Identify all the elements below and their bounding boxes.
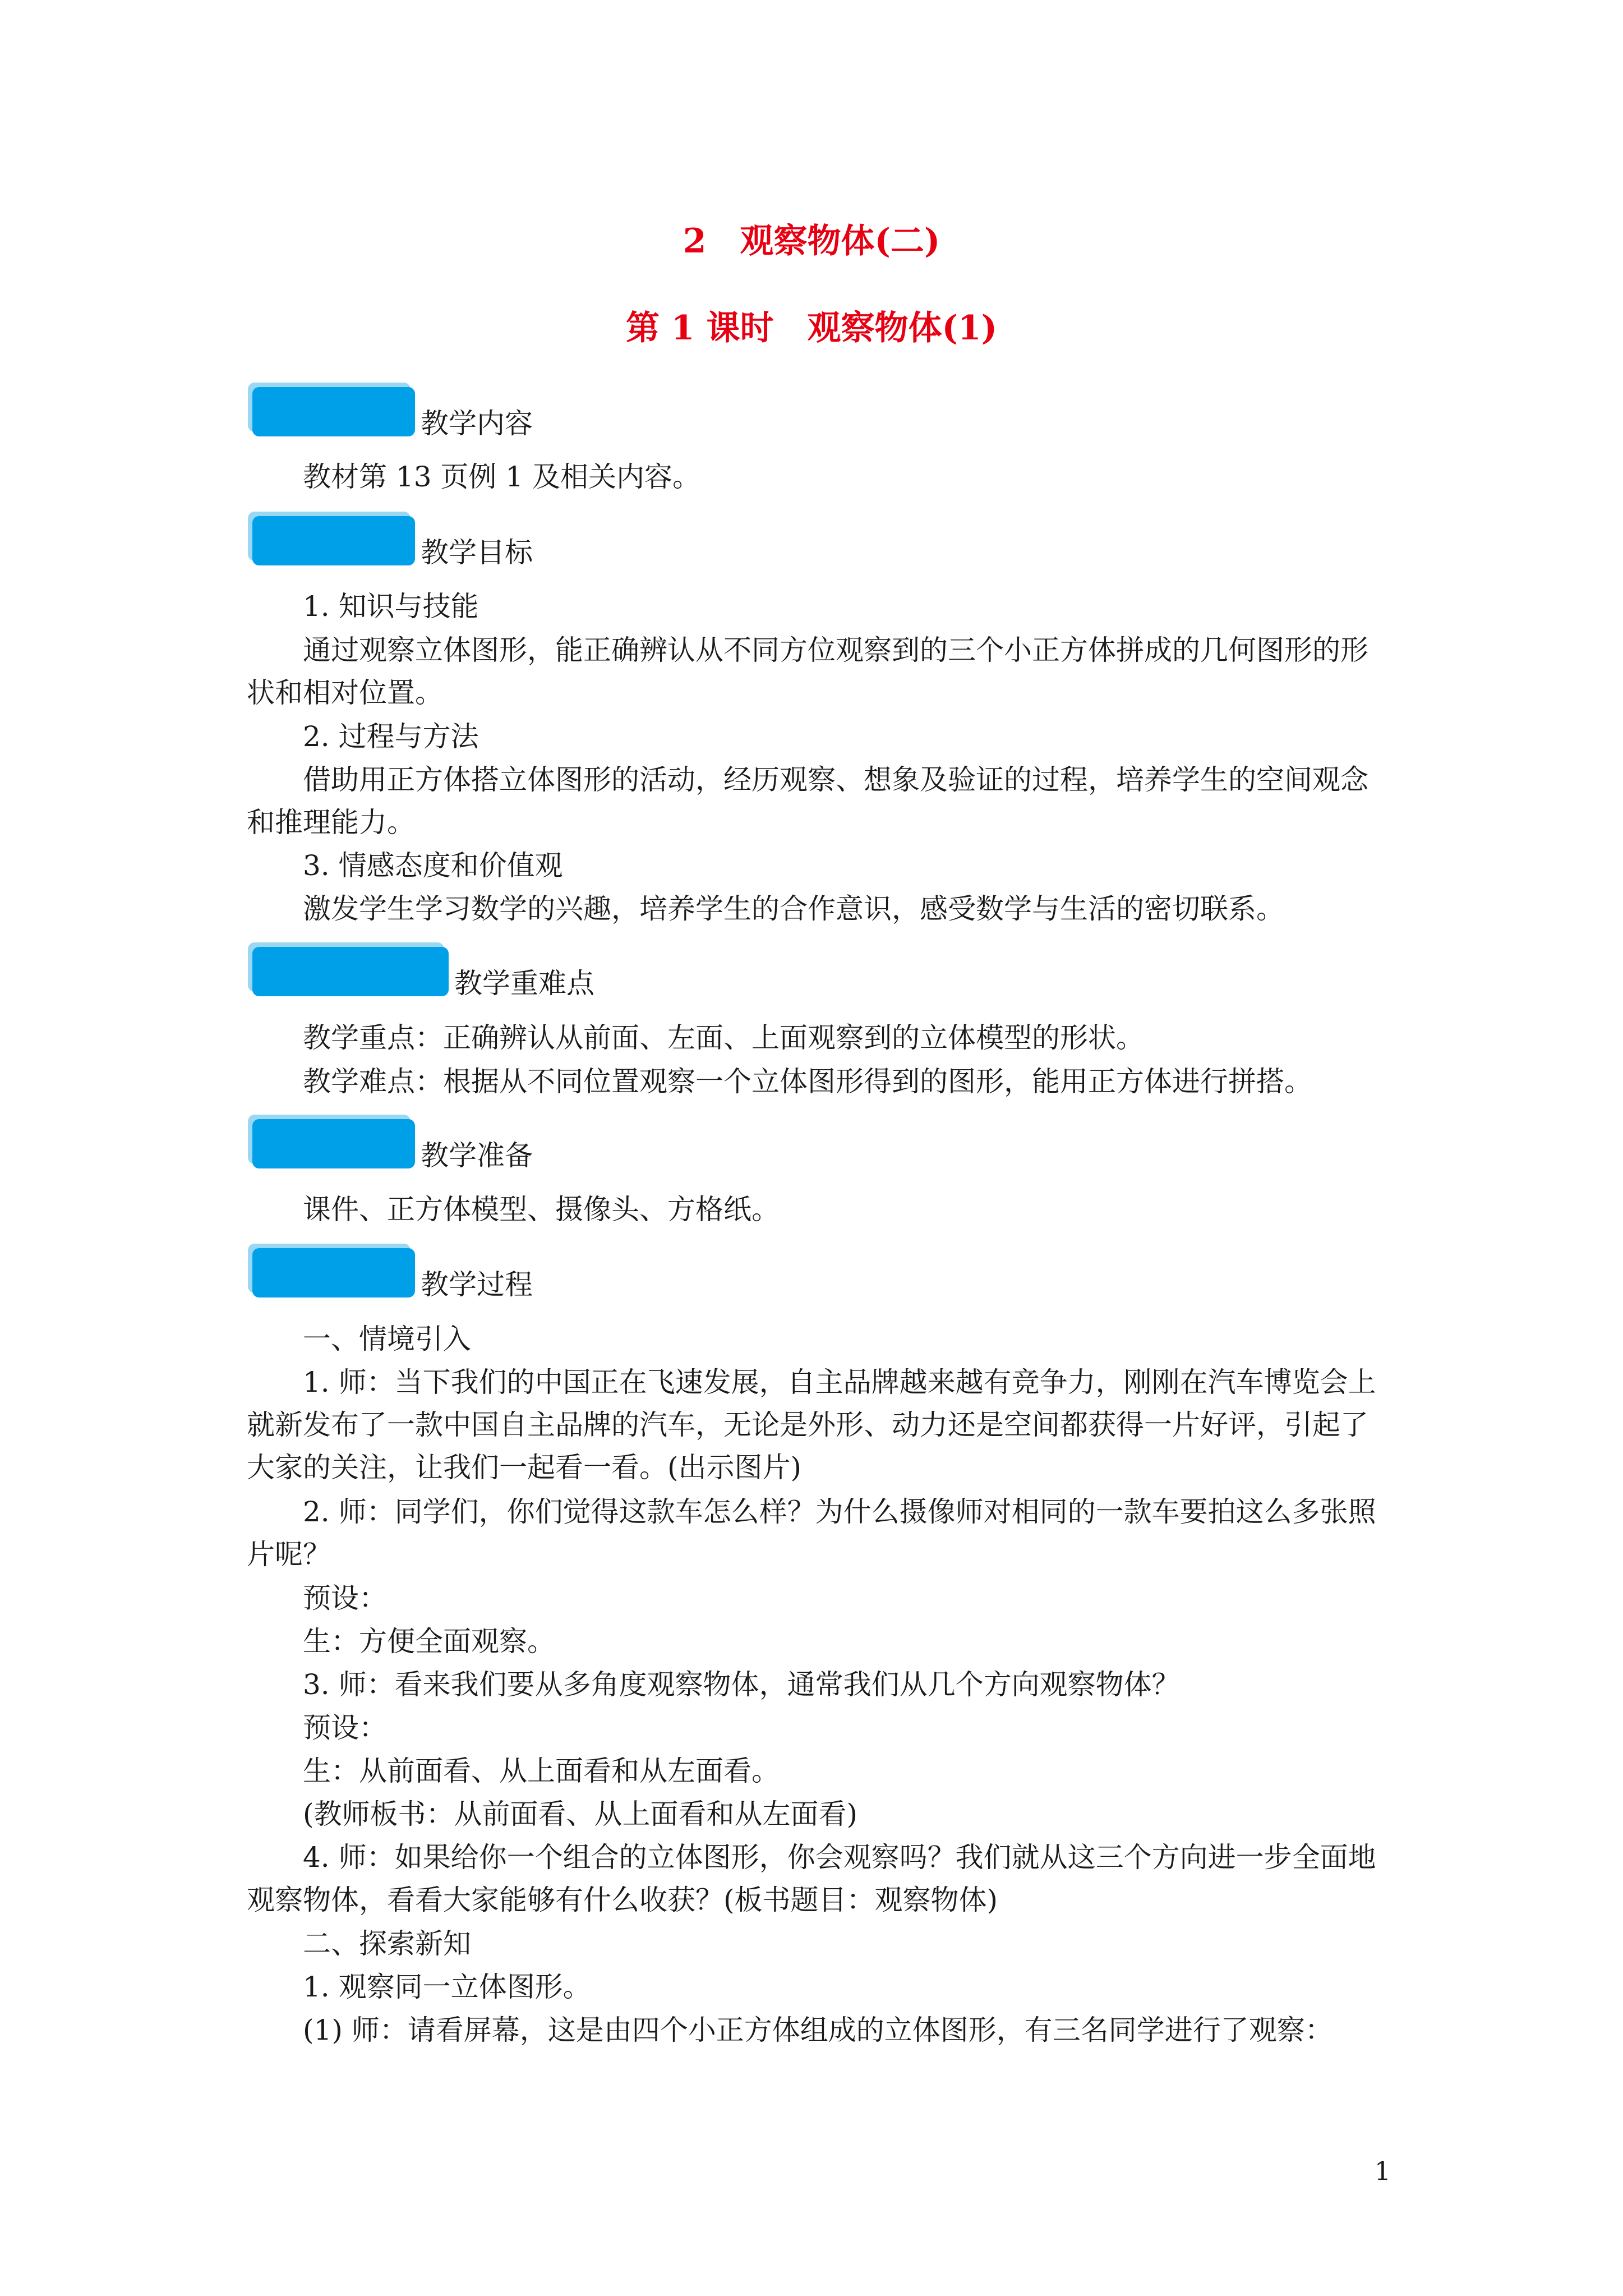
paragraph: 2. 过程与方法 — [303, 720, 479, 753]
section-label: 教学准备 — [421, 1139, 533, 1172]
paragraph: 生：从前面看、从上面看和从左面看。 — [303, 1755, 780, 1787]
paragraph: 4. 师：如果给你一个组合的立体图形，你会观察吗？我们就从这三个方向进一步全面地观察物体，看看大家能够有什么收获？(板书题目：观察物体) — [247, 1841, 1376, 1916]
paragraph: 预设： — [303, 1582, 387, 1614]
paragraph: 激发学生学习数学的兴趣，培养学生的合作意识，感受数学与生活的密切联系。 — [303, 892, 1284, 925]
page-number: 1 — [1374, 2156, 1391, 2186]
paragraph: 教学难点：根据从不同位置观察一个立体图形得到的图形，能用正方体进行拼搭。 — [303, 1065, 1312, 1098]
paragraph: 1. 师：当下我们的中国正在飞速发展，自主品牌越来越有竞争力，刚刚在汽车博览会上就新发布了一款中国自主品牌的汽车，无论是外形、动力还是空间都获得一片好评，引起了大家的关注，让我们一起看一看。(出示图片) — [247, 1366, 1376, 1484]
paragraph: 二、探索新知 — [303, 1927, 471, 1960]
section-tab — [252, 947, 449, 996]
section-tab — [252, 516, 415, 565]
page-title: 2 观察物体(二) — [683, 222, 940, 261]
paragraph: 预设： — [303, 1711, 387, 1744]
section-label: 教学目标 — [421, 536, 533, 569]
paragraph: 教材第 13 页例 1 及相关内容。 — [303, 461, 701, 493]
lesson-subtitle: 第 1 课时 观察物体(1) — [625, 309, 998, 348]
paragraph: 课件、正方体模型、摄像头、方格纸。 — [303, 1193, 780, 1226]
paragraph: (1) 师：请看屏幕，这是由四个小正方体组成的立体图形，有三名同学进行了观察： — [303, 2014, 1333, 2046]
paragraph: 通过观察立体图形，能正确辨认从不同方位观察到的三个小正方体拼成的几何图形的形状和相对位置。 — [247, 634, 1368, 709]
section-tab — [252, 1119, 415, 1168]
paragraph: 一、情境引入 — [303, 1323, 471, 1355]
section-tab — [252, 1248, 415, 1297]
paragraph: 1. 观察同一立体图形。 — [303, 1971, 591, 2003]
paragraph: 教学重点：正确辨认从前面、左面、上面观察到的立体模型的形状。 — [303, 1022, 1144, 1054]
paragraph: 3. 师：看来我们要从多角度观察物体，通常我们从几个方向观察物体？ — [303, 1668, 1180, 1701]
section-label: 教学重难点 — [454, 967, 594, 1000]
section-tab — [252, 387, 415, 436]
paragraph: 2. 师：同学们，你们觉得这款车怎么样？为什么摄像师对相同的一款车要拍这么多张照片呢？ — [247, 1496, 1376, 1571]
paragraph: 生：方便全面观察。 — [303, 1625, 555, 1658]
paragraph: 借助用正方体搭立体图形的活动，经历观察、想象及验证的过程，培养学生的空间观念和推理能力。 — [247, 763, 1368, 839]
paragraph: 1. 知识与技能 — [303, 590, 479, 623]
paragraph: (教师板书：从前面看、从上面看和从左面看) — [303, 1798, 858, 1830]
section-label: 教学过程 — [421, 1268, 533, 1301]
section-label: 教学内容 — [421, 407, 533, 440]
paragraph: 3. 情感态度和价值观 — [303, 849, 563, 882]
